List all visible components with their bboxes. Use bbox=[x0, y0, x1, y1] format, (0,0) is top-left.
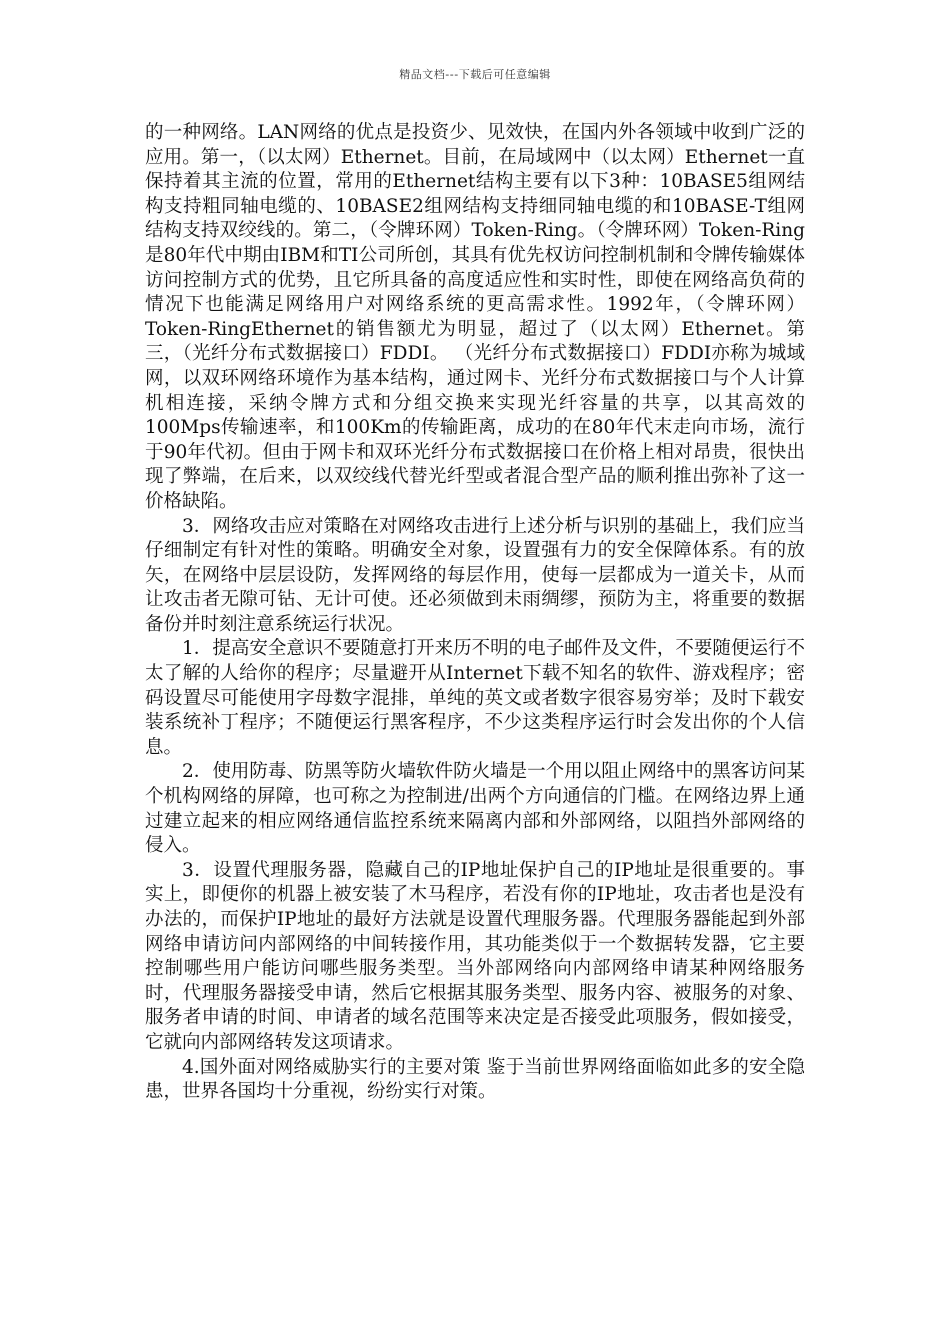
paragraph-3: 1．提高安全意识不要随意打开来历不明的电子邮件及文件，不要随便运行不太了解的人给你的程序；尽量避开从Internet下载不知名的软件、游戏程序；密码设置尽可能使用字母数字混排，单纯的英文或者数字很容易穷举；及时下载安装系统补丁程序；不随便运行黑客程序，不少这类程序运行时会发出你的个人信息。 bbox=[145, 638, 805, 758]
paragraph-2: 3．网络攻击应对策略在对网络攻击进行上述分析与识别的基础上，我们应当仔细制定有针对性的策略。明确安全对象，设置强有力的安全保障体系。有的放矢，在网络中层层设防，发挥网络的每层作用，使每一层都成为一道关卡，从而让攻击者无隙可钻、无计可使。还必须做到未雨绸缪，预防为主，将重要的数据备份并时刻注意系统运行状况。 bbox=[145, 515, 805, 635]
page-header: 精品文档---下载后可任意编辑 bbox=[399, 68, 551, 81]
paragraph-4: 2．使用防毒、防黑等防火墙软件防火墙是一个用以阻止网络中的黑客访问某个机构网络的屏障，也可称之为控制进/出两个方向通信的门槛。在网络边界上通过建立起来的相应网络通信监控系统来隔离内部和外部网络，以阻挡外部网络的侵入。 bbox=[145, 761, 805, 857]
paragraph-1: 的一种网络。LAN网络的优点是投资少、见效快，在国内外各领域中收到广泛的应用。第一，（以太网）Ethernet。目前，在局域网中（以太网）Ethernet一直保持着其主流的位置，常用的Ethernet结构主要有以下3种：10BASE5组网结构支持粗同轴电缆的、10BASE2组网结构支持细同轴电缆的和10BASE-T组网结构支持双绞线的。第二，（令牌环网）Token-Ring。（令牌环网）Token-Ring是80年代中期由IBM和TI公司所创，其具有优先权访问控制机制和令牌传输媒体访问控制方式的优势，且它所具备的高度适应性和实时性，即使在网络高负荷的情况下也能满足网络用户对网络系统的更高需求性。1992年，（令牌环网）Token-RingEthernet的销售额尤为明显，超过了（以太网）Ethernet。第三，（光纤分布式数据接口）FDDI。 （光纤分布式数据接口）FDDI亦称为城域网，以双环网络环境作为基本结构，通过网卡、光纤分布式数据接口与个人计算机相连接，采纳令牌方式和分组交换来实现光纤容量的共享，以其高效的100Mps传输速率，和100Km的传输距离，成功的在80年代末走向市场，流行于90年代初。但由于网卡和双环光纤分布式数据接口在价格上相对昂贵，很快出现了弊端，在后来，以双绞线代替光纤型或者混合型产品的顺利推出弥补了这一价格缺陷。 bbox=[145, 122, 805, 512]
document-body bbox=[145, 121, 805, 1105]
paragraph-5: 3．设置代理服务器，隐藏自己的IP地址保护自己的IP地址是很重要的。事实上，即便你的机器上被安装了木马程序，若没有你的IP地址，攻击者也是没有办法的，而保护IP地址的最好方法就是设置代理服务器。代理服务器能起到外部网络申请访问内部网络的中间转接作用，其功能类似于一个数据转发器，它主要控制哪些用户能访问哪些服务类型。当外部网络向内部网络申请某种网络服务时，代理服务器接受申请，然后它根据其服务类型、服务内容、被服务的对象、服务者申请的时间、申请者的域名范围等来决定是否接受此项服务，假如接受，它就向内部网络转发这项请求。 bbox=[145, 859, 805, 1053]
paragraph-6: 4.国外面对网络威胁实行的主要对策 鉴于当前世界网络面临如此多的安全隐患，世界各国均十分重视，纷纷实行对策。 bbox=[145, 1056, 805, 1103]
